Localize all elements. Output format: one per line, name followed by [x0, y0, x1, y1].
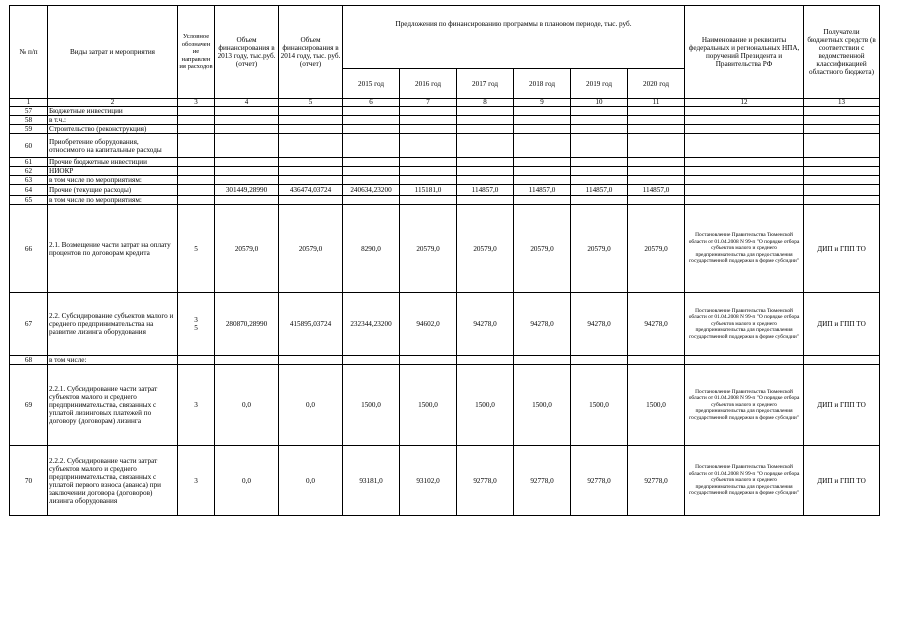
row-year-value	[400, 125, 457, 134]
row-number: 65	[10, 196, 48, 205]
row-cond	[178, 134, 215, 158]
table-row	[10, 125, 880, 134]
row-year-value: 114857,0	[571, 185, 628, 196]
row-npa	[685, 356, 804, 365]
row-year-value: 232344,23200	[343, 293, 400, 356]
col-number: 8	[457, 99, 514, 107]
row-year-value: 20579,0	[514, 205, 571, 293]
row-year-value: 1500,0	[628, 365, 685, 446]
row-number: 61	[10, 158, 48, 167]
col-number: 7	[400, 99, 457, 107]
row-npa: Постановление Правительства Тюменской области от 01.04.2008 N 99-п "О порядке отбора субъектов малого и среднего предпринимательства для предоставления государственной поддержки в форме субсидии"	[685, 365, 804, 446]
row-year-value: 94278,0	[457, 293, 514, 356]
row-number: 68	[10, 356, 48, 365]
row-npa	[685, 116, 804, 125]
row-year-value	[457, 134, 514, 158]
row-year-value: 92778,0	[571, 446, 628, 516]
row-number: 60	[10, 134, 48, 158]
row-vol2014: 436474,03724	[279, 185, 343, 196]
row-year-value: 94278,0	[628, 293, 685, 356]
row-year-value	[628, 158, 685, 167]
row-year-value	[571, 356, 628, 365]
row-name: 2.1. Возмещение части затрат на оплату процентов по договорам кредита	[48, 205, 178, 293]
row-year-value: 115181,0	[400, 185, 457, 196]
row-vol2014	[279, 107, 343, 116]
row-number: 67	[10, 293, 48, 356]
row-cond	[178, 167, 215, 176]
row-cond	[178, 356, 215, 365]
row-recipient	[804, 116, 880, 125]
row-name: НИОКР	[48, 167, 178, 176]
col-number: 12	[685, 99, 804, 107]
table-row	[10, 176, 880, 185]
col-number: 5	[279, 99, 343, 107]
table-row	[10, 167, 880, 176]
col-number: 10	[571, 99, 628, 107]
row-year-value	[628, 196, 685, 205]
row-recipient	[804, 134, 880, 158]
row-year-value	[400, 167, 457, 176]
row-year-value	[571, 167, 628, 176]
row-year-value	[400, 176, 457, 185]
row-name: в том числе по мероприятиям:	[48, 196, 178, 205]
row-vol2013: 280870,28990	[215, 293, 279, 356]
row-recipient	[804, 158, 880, 167]
row-cond	[178, 158, 215, 167]
row-year-value	[457, 196, 514, 205]
row-name: в том числе по мероприятиям:	[48, 176, 178, 185]
row-cond: 5	[178, 205, 215, 293]
row-npa	[685, 167, 804, 176]
row-number: 59	[10, 125, 48, 134]
row-year-value	[514, 107, 571, 116]
col-number: 2	[48, 99, 178, 107]
row-year-value	[343, 356, 400, 365]
row-number: 62	[10, 167, 48, 176]
row-year-value	[571, 134, 628, 158]
row-vol2013	[215, 158, 279, 167]
row-cond: 3	[178, 446, 215, 516]
row-cond	[178, 196, 215, 205]
row-cond: 3 5	[178, 293, 215, 356]
row-number: 64	[10, 185, 48, 196]
row-year-value	[628, 107, 685, 116]
row-year-value	[571, 125, 628, 134]
row-year-value	[514, 176, 571, 185]
row-year-value	[571, 176, 628, 185]
header-row-top	[10, 6, 880, 69]
row-year-value	[457, 176, 514, 185]
row-recipient	[804, 107, 880, 116]
column-number-row	[10, 99, 880, 107]
row-year-value: 1500,0	[514, 365, 571, 446]
row-year-value	[457, 356, 514, 365]
row-npa	[685, 107, 804, 116]
row-vol2013: 0,0	[215, 446, 279, 516]
row-vol2013	[215, 134, 279, 158]
col-number: 11	[628, 99, 685, 107]
row-year-value	[628, 134, 685, 158]
row-npa	[685, 134, 804, 158]
row-cond	[178, 107, 215, 116]
row-year-value	[343, 158, 400, 167]
header-year: 2017 год	[457, 69, 514, 99]
row-year-value: 93181,0	[343, 446, 400, 516]
row-number: 57	[10, 107, 48, 116]
header-recipients: Получатели бюджетных средств (в соответствии с ведомственной классификацией областного бюджета)	[804, 6, 880, 99]
row-year-value	[343, 107, 400, 116]
row-year-value	[457, 125, 514, 134]
row-name: Прочие бюджетные инвестиции	[48, 158, 178, 167]
row-year-value: 92778,0	[628, 446, 685, 516]
row-year-value	[514, 196, 571, 205]
row-vol2014	[279, 116, 343, 125]
row-year-value	[628, 125, 685, 134]
row-year-value	[343, 196, 400, 205]
header-year: 2019 год	[571, 69, 628, 99]
row-vol2014	[279, 356, 343, 365]
col-number: 13	[804, 99, 880, 107]
row-year-value	[457, 167, 514, 176]
row-npa	[685, 125, 804, 134]
row-year-value: 20579,0	[457, 205, 514, 293]
row-vol2013	[215, 116, 279, 125]
row-vol2014	[279, 167, 343, 176]
row-year-value: 94278,0	[571, 293, 628, 356]
row-vol2013: 301449,28990	[215, 185, 279, 196]
row-year-value: 20579,0	[400, 205, 457, 293]
row-recipient: ДИП и ГПП ТО	[804, 205, 880, 293]
row-name: Строительство (реконструкция)	[48, 125, 178, 134]
row-year-value: 8290,0	[343, 205, 400, 293]
row-vol2014	[279, 125, 343, 134]
row-recipient	[804, 167, 880, 176]
header-num: № п/п	[10, 6, 48, 99]
row-npa: Постановление Правительства Тюменской области от 01.04.2008 N 99-п "О порядке отбора субъектов малого и среднего предпринимательства для предоставления государственной поддержки в форме субсидии"	[685, 446, 804, 516]
document-sheet	[9, 5, 879, 516]
table-body	[10, 107, 880, 516]
row-recipient: ДИП и ГПП ТО	[804, 446, 880, 516]
row-cond	[178, 176, 215, 185]
row-year-value	[343, 116, 400, 125]
row-vol2013: 20579,0	[215, 205, 279, 293]
header-proposals: Предложения по финансированию программы в плановом периоде, тыс. руб.	[343, 6, 685, 69]
row-vol2013: 0,0	[215, 365, 279, 446]
col-number: 3	[178, 99, 215, 107]
row-year-value: 114857,0	[628, 185, 685, 196]
table-row	[10, 293, 880, 356]
financing-table	[9, 5, 880, 516]
row-year-value: 92778,0	[514, 446, 571, 516]
table-row	[10, 185, 880, 196]
row-name: 2.2.1. Субсидирование части затрат субъектов малого и среднего предпринимательства, связанных с уплатой лизинговых платежей по договору (договорам) лизинга	[48, 365, 178, 446]
row-year-value: 20579,0	[628, 205, 685, 293]
row-cond	[178, 185, 215, 196]
row-npa: Постановление Правительства Тюменской области от 01.04.2008 N 99-п "О порядке отбора субъектов малого и среднего предпринимательства для предоставления государственной поддержки в форме субсидии"	[685, 205, 804, 293]
header-vol2014: Объем финансирования в 2014 году, тыс. руб. (отчет)	[279, 6, 343, 99]
header-year: 2018 год	[514, 69, 571, 99]
row-year-value	[343, 125, 400, 134]
row-year-value	[400, 116, 457, 125]
col-number: 1	[10, 99, 48, 107]
row-vol2014	[279, 134, 343, 158]
row-vol2014: 0,0	[279, 446, 343, 516]
row-year-value	[514, 167, 571, 176]
row-name: 2.2. Субсидирование субъектов малого и среднего предпринимательства на развитие лизинга оборудования	[48, 293, 178, 356]
row-year-value	[628, 116, 685, 125]
row-year-value	[457, 158, 514, 167]
header-types: Виды затрат и мероприятия	[48, 6, 178, 99]
row-number: 69	[10, 365, 48, 446]
row-year-value	[571, 107, 628, 116]
row-recipient	[804, 176, 880, 185]
row-number: 58	[10, 116, 48, 125]
row-year-value: 94602,0	[400, 293, 457, 356]
table-row	[10, 196, 880, 205]
row-npa	[685, 176, 804, 185]
col-number: 4	[215, 99, 279, 107]
row-recipient	[804, 125, 880, 134]
row-name: в т.ч.:	[48, 116, 178, 125]
row-npa	[685, 196, 804, 205]
header-cond: Условное обозначен ие направлен ия расходов	[178, 6, 215, 99]
table-row	[10, 116, 880, 125]
row-vol2014	[279, 158, 343, 167]
row-year-value	[571, 158, 628, 167]
row-vol2014: 0,0	[279, 365, 343, 446]
row-vol2014	[279, 176, 343, 185]
row-recipient	[804, 356, 880, 365]
row-year-value	[400, 356, 457, 365]
header-vol2013: Объем финансирования в 2013 году, тыс.руб. (отчет)	[215, 6, 279, 99]
row-name: Бюджетные инвестиции	[48, 107, 178, 116]
row-year-value: 20579,0	[571, 205, 628, 293]
row-year-value	[628, 356, 685, 365]
row-vol2013	[215, 176, 279, 185]
row-npa	[685, 158, 804, 167]
table-row	[10, 446, 880, 516]
row-vol2014: 415895,03724	[279, 293, 343, 356]
row-year-value	[343, 167, 400, 176]
row-year-value	[514, 116, 571, 125]
row-year-value	[514, 134, 571, 158]
row-vol2013	[215, 167, 279, 176]
row-year-value	[343, 176, 400, 185]
row-year-value	[514, 125, 571, 134]
header-year: 2016 год	[400, 69, 457, 99]
row-number: 70	[10, 446, 48, 516]
row-year-value: 1500,0	[343, 365, 400, 446]
row-year-value: 240634,23200	[343, 185, 400, 196]
row-number: 63	[10, 176, 48, 185]
row-recipient	[804, 196, 880, 205]
table-row	[10, 205, 880, 293]
row-year-value: 92778,0	[457, 446, 514, 516]
row-recipient: ДИП и ГПП ТО	[804, 293, 880, 356]
row-npa: Постановление Правительства Тюменской области от 01.04.2008 N 99-п "О порядке отбора субъектов малого и среднего предпринимательства для предоставления государственной поддержки в форме субсидии"	[685, 293, 804, 356]
row-year-value: 1500,0	[571, 365, 628, 446]
row-year-value	[400, 134, 457, 158]
row-name: Прочие (текущие расходы)	[48, 185, 178, 196]
row-cond: 3	[178, 365, 215, 446]
row-year-value: 1500,0	[457, 365, 514, 446]
header-npa: Наименование и реквизиты федеральных и региональных НПА, поручений Президента и Правительства РФ	[685, 6, 804, 99]
row-year-value	[343, 134, 400, 158]
table-row	[10, 365, 880, 446]
table-row	[10, 356, 880, 365]
row-npa	[685, 185, 804, 196]
table-row	[10, 107, 880, 116]
row-name: 2.2.2. Субсидирование части затрат субъектов малого и среднего предпринимательства, связанных с уплатой первого взноса (аванса) при заключении договора (договоров) лизинга оборудования	[48, 446, 178, 516]
row-vol2013	[215, 356, 279, 365]
row-cond	[178, 116, 215, 125]
table-row	[10, 158, 880, 167]
row-vol2013	[215, 196, 279, 205]
row-vol2013	[215, 125, 279, 134]
col-number: 9	[514, 99, 571, 107]
col-number: 6	[343, 99, 400, 107]
row-recipient	[804, 185, 880, 196]
row-vol2013	[215, 107, 279, 116]
row-year-value	[628, 176, 685, 185]
row-year-value	[571, 116, 628, 125]
row-cond	[178, 125, 215, 134]
row-name: в том числе:	[48, 356, 178, 365]
header-year: 2020 год	[628, 69, 685, 99]
row-name: Приобретение оборудования, относимого на капитальные расходы	[48, 134, 178, 158]
row-year-value: 94278,0	[514, 293, 571, 356]
row-recipient: ДИП и ГПП ТО	[804, 365, 880, 446]
row-year-value: 93102,0	[400, 446, 457, 516]
row-year-value	[628, 167, 685, 176]
row-year-value	[400, 158, 457, 167]
row-year-value	[457, 116, 514, 125]
row-year-value	[514, 356, 571, 365]
row-vol2014	[279, 196, 343, 205]
row-year-value: 114857,0	[457, 185, 514, 196]
row-year-value	[400, 107, 457, 116]
row-year-value	[400, 196, 457, 205]
row-vol2014: 20579,0	[279, 205, 343, 293]
row-year-value	[514, 158, 571, 167]
row-year-value	[457, 107, 514, 116]
row-year-value: 114857,0	[514, 185, 571, 196]
table-row	[10, 134, 880, 158]
row-year-value	[571, 196, 628, 205]
row-year-value: 1500,0	[400, 365, 457, 446]
header-year: 2015 год	[343, 69, 400, 99]
row-number: 66	[10, 205, 48, 293]
